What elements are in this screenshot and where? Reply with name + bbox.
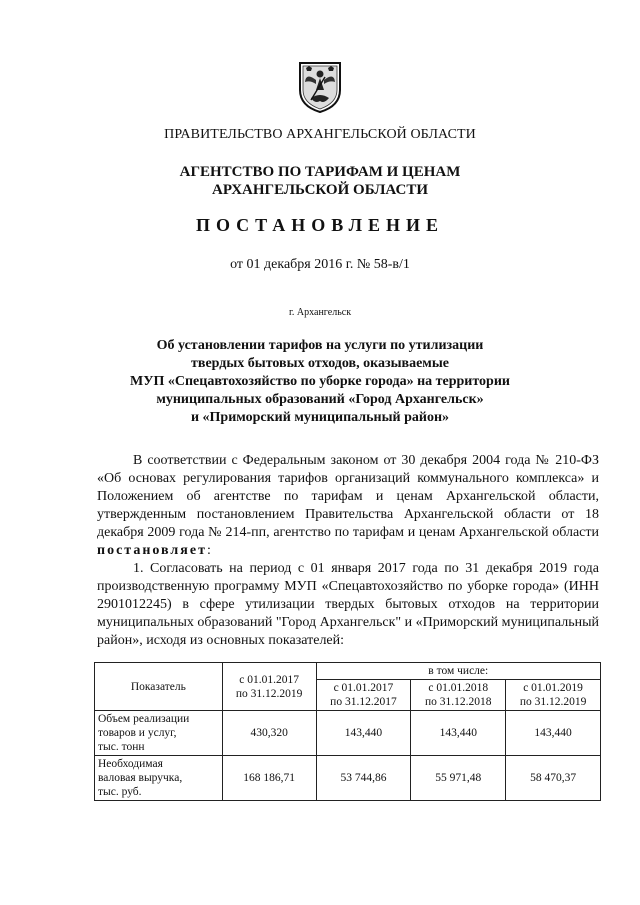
cell-2017: 53 744,86 bbox=[316, 756, 411, 801]
clause-1-paragraph: 1. Согласовать на период с 01 января 2017 года по 31 декабря 2019 года производственную программу МУП «Спецавтохозяйство по уборке города» (ИНН 2901012245) в сфере утилизации твердых бытовых отходов на территории муниципальных образований "Город Архангельск" и «Приморский муниципальный район», исходя из основных показателей: bbox=[97, 561, 600, 648]
preamble-colon: : bbox=[206, 543, 211, 558]
indicators-table bbox=[94, 662, 601, 801]
agency-name-line2: АРХАНГЕЛЬСКОЙ ОБЛАСТИ bbox=[212, 182, 428, 198]
row-label-line: Необходимая bbox=[98, 758, 163, 770]
header-total-period bbox=[222, 663, 316, 711]
subject-line: твердых бытовых отходов, оказываемые bbox=[191, 356, 449, 371]
subject-line: и «Приморский муниципальный район» bbox=[190, 410, 450, 425]
header-including: в том числе: bbox=[316, 663, 600, 680]
cell-2018: 143,440 bbox=[411, 711, 506, 756]
government-name: ПРАВИТЕЛЬСТВО АРХАНГЕЛЬСКОЙ ОБЛАСТИ bbox=[164, 127, 476, 142]
subheader-2019 bbox=[506, 680, 601, 711]
cell-2017: 143,440 bbox=[316, 711, 411, 756]
subheader-from: с 01.01.2019 bbox=[523, 682, 583, 694]
row-label bbox=[95, 756, 223, 801]
archangel-coat-of-arms-icon bbox=[297, 60, 343, 114]
row-label-line: тыс. руб. bbox=[98, 786, 142, 798]
subheader-2017 bbox=[316, 680, 411, 711]
cell-2018: 55 971,48 bbox=[411, 756, 506, 801]
subheader-from: с 01.01.2018 bbox=[428, 682, 489, 694]
header-total-period-from: с 01.01.2017 bbox=[239, 673, 299, 686]
header-indicator: Показатель bbox=[95, 663, 223, 711]
row-label-line: Объем реализации bbox=[98, 713, 190, 725]
document-city: г. Архангельск bbox=[288, 307, 352, 318]
preamble-text: В соответствии с Федеральным законом от 30 декабря 2004 года № 210-ФЗ «Об основах регулирования тарифов организаций коммунального комплекса» и Положением об агентстве по тарифам и ценам Архангельской области, утвержденным постановлением Правительства Архангельской области от 18 декабря 2009 года № 214-пп, агентство по тарифам и ценам Архангельской области bbox=[97, 453, 599, 540]
table-header-row bbox=[95, 663, 601, 680]
subheader-to: по 31.12.2017 bbox=[330, 696, 397, 708]
agency-name bbox=[0, 163, 640, 199]
decision-word: постановляет bbox=[97, 543, 207, 558]
subject-line: муниципальных образований «Город Архангельск» bbox=[156, 392, 484, 407]
subheader-from: с 01.01.2017 bbox=[333, 682, 394, 694]
row-label-line: тыс. тонн bbox=[98, 741, 145, 753]
cell-2019: 58 470,37 bbox=[506, 756, 601, 801]
row-label-line: валовая выручка, bbox=[98, 772, 183, 784]
document-subject bbox=[0, 337, 640, 427]
table-row bbox=[95, 756, 601, 801]
subheader-2018 bbox=[411, 680, 506, 711]
row-label bbox=[95, 711, 223, 756]
agency-name-line1: АГЕНТСТВО ПО ТАРИФАМ И ЦЕНАМ bbox=[179, 164, 461, 180]
header-total-period-to: по 31.12.2019 bbox=[235, 687, 303, 700]
subject-line: Об установлении тарифов на услуги по утилизации bbox=[156, 338, 484, 353]
preamble-paragraph bbox=[97, 452, 599, 560]
document-type: ПОСТАНОВЛЕНИЕ bbox=[195, 215, 445, 235]
document-date-number: от 01 декабря 2016 г. № 58-в/1 bbox=[230, 257, 410, 272]
subject-line: МУП «Спецавтохозяйство по уборке города» на территории bbox=[130, 374, 510, 389]
subheader-to: по 31.12.2019 bbox=[519, 696, 587, 708]
cell-2019: 143,440 bbox=[506, 711, 601, 756]
subheader-to: по 31.12.2018 bbox=[424, 696, 492, 708]
cell-total: 430,320 bbox=[222, 711, 316, 756]
row-label-line: товаров и услуг, bbox=[98, 727, 177, 739]
table-row bbox=[95, 711, 601, 756]
cell-total: 168 186,71 bbox=[222, 756, 316, 801]
document-body bbox=[97, 452, 599, 650]
